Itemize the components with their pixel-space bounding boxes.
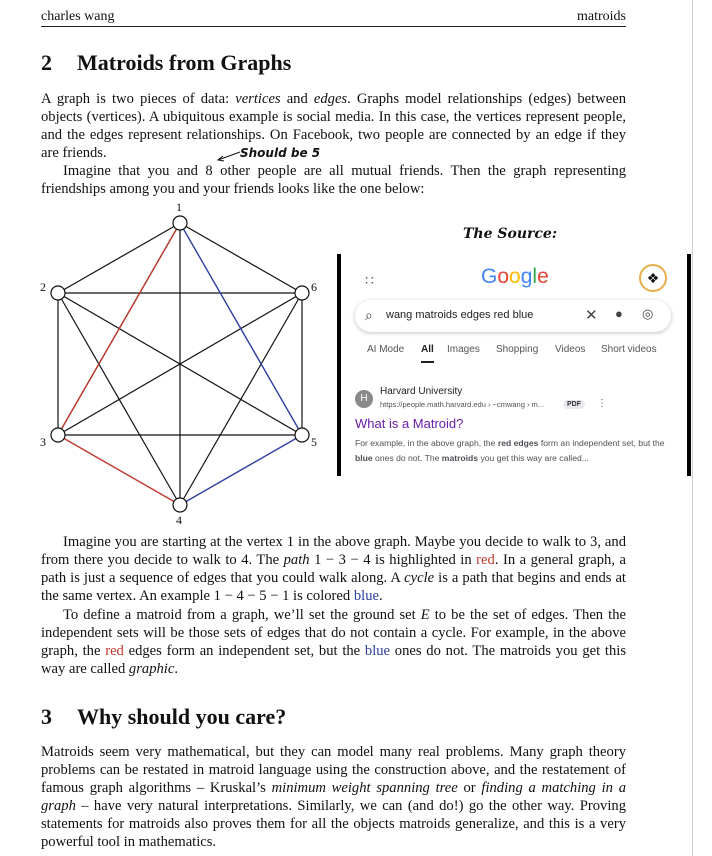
result-url[interactable]: https://people.math.harvard.edu › ~cmwang › m... (380, 400, 545, 409)
annotation-should-be-5: Should be 5 (240, 146, 321, 160)
tab-shopping[interactable]: Shopping (496, 344, 539, 355)
header-author: charles wang (41, 9, 115, 24)
vertex-label-5: 5 (311, 435, 317, 449)
search-icon: ⌕ (365, 307, 373, 323)
section-3-heading (41, 704, 286, 730)
pdf-badge: PDF (563, 400, 585, 409)
friendship-graph (36, 200, 328, 522)
source-label: The Source: (463, 226, 557, 242)
section-2-paragraph-3: Imagine you are starting at the vertex 1 in the above graph. Maybe you decide to walk to 3, and from there you decide to walk to 4. The path 1 − 3 − 4 is highlighted in red. In a general graph, a path is just a sequence of edges that you could walk along. A cycle is a path that begins and ends at the same vertex. An example 1 − 4 − 5 − 1 is colored blue. (41, 534, 626, 604)
section-2-paragraph-1: A graph is two pieces of data: vertices and edges. Graphs model relationships (edges) between objects (vertices). A ubiquitous example is social media. In this case, the vertices represent people, and the edges represent relationships. On Facebook, two people are connected by an edge if they are friends. (41, 91, 626, 161)
tab-videos[interactable]: Videos (555, 344, 586, 355)
annotation-arrow (216, 149, 242, 163)
tab-all[interactable]: All (421, 344, 434, 355)
apps-grid-icon[interactable]: ∷ (365, 272, 375, 288)
section-3-paragraph-1: Matroids seem very mathematical, but they can model many real problems. Many graph theory problems can be restated in matroid language using the construction above, and the restatement of famous graph algorithms – Kruskal’s minimum weight spanning tree or finding a matching in a graph – have very natural interpretations. Similarly, we can (and do!) go the other way. Proving statements for matroids also proves them for all the objects matroids generalize, and this is a very powerful tool in mathematics. (41, 744, 626, 850)
header-topic: matroids (577, 9, 626, 24)
red-edge-3-4 (58, 435, 180, 505)
tab-short-videos[interactable]: Short videos (601, 344, 657, 355)
site-favicon: H (355, 390, 373, 408)
vertex-6 (295, 286, 309, 300)
section-2-number: 2 (41, 50, 52, 75)
vertex-4 (173, 498, 187, 512)
clear-icon[interactable]: ✕ (585, 307, 598, 324)
section-3-title: Why should you care? (77, 704, 287, 729)
vertex-1 (173, 216, 187, 230)
search-input[interactable]: wang matroids edges red blue (386, 309, 534, 321)
result-title-link[interactable]: What is a Matroid? (355, 416, 464, 431)
vertex-label-3: 3 (40, 435, 46, 449)
vertex-label-4: 4 (176, 513, 182, 527)
microphone-icon[interactable]: ● (615, 306, 623, 321)
search-box[interactable] (355, 300, 671, 332)
tab-ai-mode[interactable]: AI Mode (367, 344, 405, 355)
blue-edge-1-5 (180, 223, 302, 435)
section-2-paragraph-4: To define a matroid from a graph, we’ll set the ground set E to be the set of edges. Then the independent sets will be those sets of edges that do not contain a cycle. For example, in the above graph, the red edges form an independent set, but the blue ones do not. The matroids you get this way are called graphic. (41, 607, 627, 677)
tab-images[interactable]: Images (447, 344, 480, 355)
vertex-2 (51, 286, 65, 300)
result-menu-icon[interactable]: ⋮ (597, 398, 607, 409)
section-2-heading (41, 50, 291, 76)
vertex-3 (51, 428, 65, 442)
vertex-5 (295, 428, 309, 442)
result-snippet: For example, in the above graph, the red edges form an independent set, but the blue ones do not. The matroids you get this way are called... (355, 438, 665, 463)
vertex-label-6: 6 (311, 280, 317, 294)
red-edge-1-3 (58, 223, 180, 435)
section-2-title: Matroids from Graphs (77, 50, 292, 75)
vertex-label-1: 1 (176, 200, 182, 214)
blue-edge-4-5 (180, 435, 302, 505)
lens-icon[interactable]: ◎ (642, 306, 654, 321)
google-search-screenshot (337, 254, 691, 476)
google-logo: Google (481, 265, 549, 288)
header-rule (41, 26, 626, 27)
vertex-label-2: 2 (40, 280, 46, 294)
section-2-paragraph-2: Imagine that you and 8 other people are all mutual friends. Then the graph representing friendships among you and your friends looks like the one below: (41, 163, 626, 197)
account-avatar-icon[interactable]: ❖ (639, 264, 667, 292)
section-3-number: 3 (41, 704, 52, 729)
result-site-name[interactable]: Harvard University (380, 386, 463, 397)
